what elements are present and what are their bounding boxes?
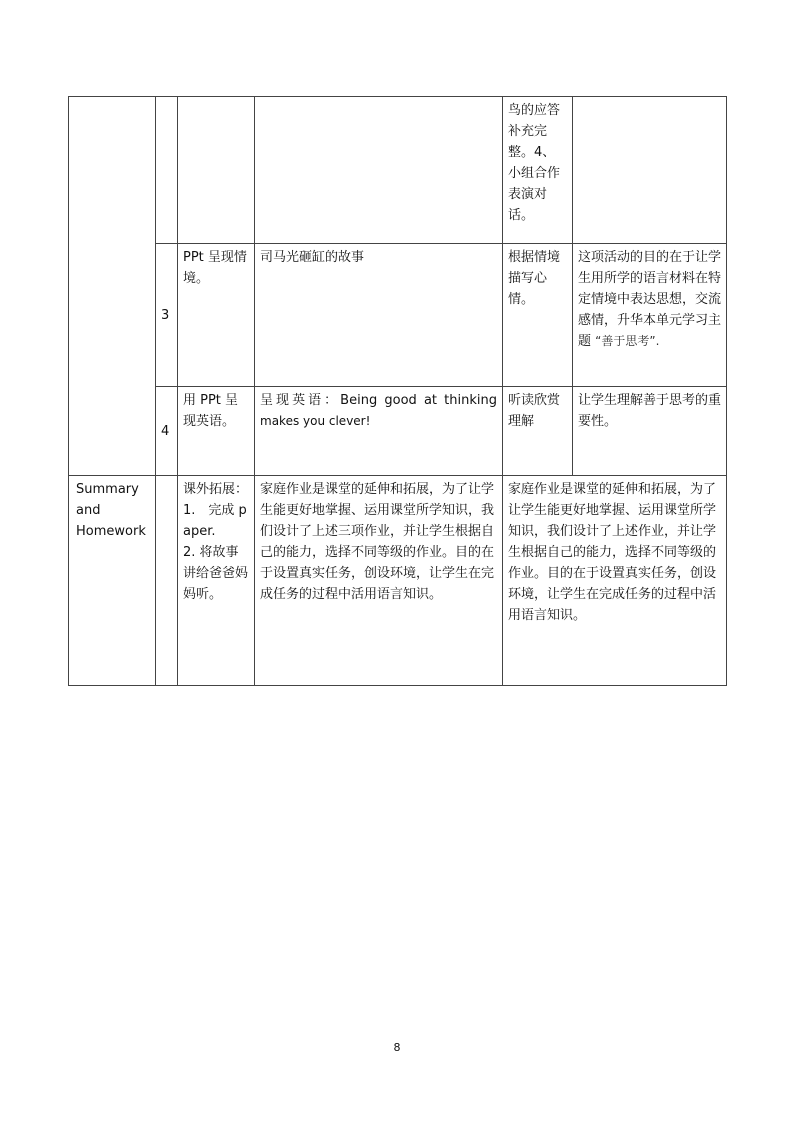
purpose-text: 家庭作业是课堂的延伸和拓展，为了让学生能更好地掌握、运用课堂所学知识，我们设计了上述作业，并让学生根据自己的能力，选择不同等级的作业。目的在于设置真实任务，创设环境，让学生在完成任务的过程中活用语言知识。 bbox=[508, 482, 717, 623]
student-activity-cell bbox=[503, 387, 573, 476]
stage-cell bbox=[69, 476, 156, 686]
stage-label-line: and bbox=[76, 503, 101, 518]
material-text: 司马光砸缸的故事 bbox=[260, 250, 365, 265]
step-number: 4 bbox=[161, 423, 170, 439]
material-cell bbox=[255, 387, 503, 476]
material-text-line: makes you clever! bbox=[260, 414, 371, 428]
material-cell bbox=[255, 97, 503, 244]
table-row bbox=[69, 476, 727, 686]
stage-label-line: Homework bbox=[76, 524, 146, 539]
purpose-cell bbox=[503, 476, 727, 686]
teacher-activity-cell bbox=[178, 97, 255, 244]
student-activity-cell bbox=[503, 97, 573, 244]
step-number-cell bbox=[156, 476, 178, 686]
student-activity-cell bbox=[503, 244, 573, 387]
purpose-quote: “善于思考”. bbox=[595, 334, 660, 348]
purpose-cell bbox=[573, 387, 727, 476]
lesson-plan-table bbox=[68, 96, 727, 686]
purpose-cell bbox=[573, 244, 727, 387]
purpose-text: 这项活动的目的在于让学生用所学的语言材料在特定情境中表达思想，交流感情，升华本单元学习主题 bbox=[578, 250, 722, 349]
stage-cell bbox=[69, 97, 156, 476]
page-number: 8 bbox=[393, 1041, 401, 1054]
table-row bbox=[69, 97, 727, 244]
student-activity-text: 听读欣赏理解 bbox=[508, 393, 561, 429]
teacher-activity-text: PPt 呈现情境。 bbox=[183, 250, 247, 286]
table-row bbox=[69, 244, 727, 387]
step-number-cell bbox=[156, 244, 178, 387]
step-number-cell bbox=[156, 387, 178, 476]
student-activity-text: 鸟的应答补充完整。4、小组合作表演对话。 bbox=[508, 103, 561, 223]
table-row bbox=[69, 387, 727, 476]
homework-item: 1. 完成 paper. bbox=[183, 503, 247, 539]
material-cell bbox=[255, 244, 503, 387]
homework-item: 2. 将故事讲给爸爸妈妈听。 bbox=[183, 545, 249, 602]
purpose-text: 让学生理解善于思考的重要性。 bbox=[578, 393, 722, 429]
homework-title: 课外拓展： bbox=[183, 482, 249, 497]
step-number: 3 bbox=[161, 307, 170, 323]
teacher-activity-cell bbox=[178, 476, 255, 686]
teacher-activity-cell bbox=[178, 387, 255, 476]
material-text-line: 呈现英语：Being good at thinking bbox=[260, 393, 497, 408]
teacher-activity-text: 用 PPt 呈现英语。 bbox=[183, 393, 239, 429]
stage-label-line: Summary bbox=[76, 482, 139, 497]
material-cell bbox=[255, 476, 503, 686]
purpose-cell bbox=[573, 97, 727, 244]
step-number-cell bbox=[156, 97, 178, 244]
material-text: 家庭作业是课堂的延伸和拓展，为了让学生能更好地掌握、运用课堂所学知识，我们设计了上述三项作业，并让学生根据自己的能力，选择不同等级的作业。目的在于设置真实任务，创设环境，让学生在完成任务的过程中活用语言知识。 bbox=[260, 482, 495, 602]
teacher-activity-cell bbox=[178, 244, 255, 387]
student-activity-text: 根据情境描写心情。 bbox=[508, 250, 561, 307]
